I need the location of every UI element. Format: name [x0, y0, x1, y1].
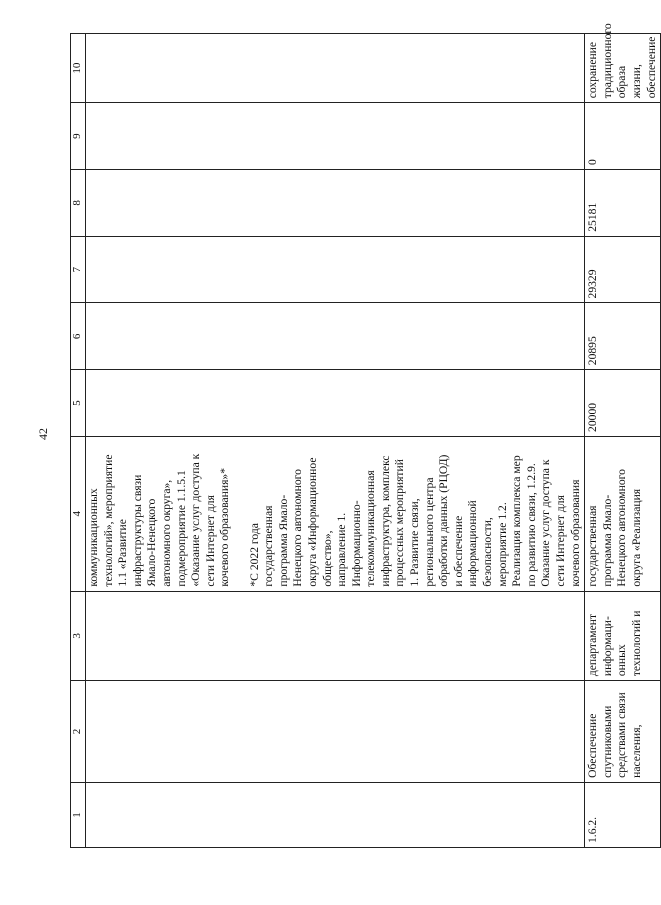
- value-cell: 29329: [585, 236, 661, 303]
- rotated-table-sheet: [70, 23, 658, 848]
- item-number-cell: 1.6.2.: [585, 782, 661, 847]
- col-header: 7: [71, 236, 86, 303]
- col-header: 6: [71, 303, 86, 370]
- table-cell: [86, 370, 585, 437]
- value-cell: 0: [585, 103, 661, 170]
- table-cell: [86, 236, 585, 303]
- col-header: 8: [71, 170, 86, 237]
- program-cell: государственная программа Ямало- Ненецкого автономного округа «Реализация: [585, 436, 661, 591]
- col-header: 2: [71, 681, 86, 783]
- value-cell: 25181: [585, 170, 661, 237]
- item-name-cell: Обеспечение спутниковыми средствами связи населения,: [585, 681, 661, 783]
- col-header: 5: [71, 370, 86, 437]
- table-cell: [86, 303, 585, 370]
- page-number: 42: [36, 428, 50, 440]
- responsible-cell: департамент информаци- онных технологий и: [585, 591, 661, 681]
- table-cell: [86, 591, 585, 681]
- value-cell: 20895: [585, 303, 661, 370]
- program-description-cell: коммуникационных технологий», мероприятие 1.1 «Развитие инфраструктуры связи Ямало-Ненецкого автономного округа», подмероприятие 1.1.5.1 «Оказание услуг доступа к сети Интернет для кочевого образования»* *С 2022 года государственная программа Ямало- Ненецкого автономного округа «Информационное общество», направление 1. Информационно- телекоммуникационная инфраструктура, комплекс процессных мероприятий 1. Развитие связи, регионального центра обработки данных (РЦОД) и обеспечение информационной безопасности, мероприятие 1.2. Реализация комплекса мер по развитию связи, 1.2.9. Оказание услуг доступа к сети Интернет для кочевого образования: [86, 436, 585, 591]
- table-cell: [86, 170, 585, 237]
- result-cell: сохранение традиционного образа жизни, обеспечение: [585, 34, 661, 103]
- table-cell: [86, 681, 585, 783]
- data-table: [70, 23, 661, 848]
- table-row: [585, 34, 661, 848]
- column-number-row: [71, 34, 86, 848]
- col-header: 10: [71, 34, 86, 103]
- col-header: 1: [71, 782, 86, 847]
- table-cell: [86, 34, 585, 103]
- table-cell: [86, 782, 585, 847]
- col-header: 3: [71, 591, 86, 681]
- col-header: 9: [71, 103, 86, 170]
- col-header: 4: [71, 436, 86, 591]
- table-cell: [86, 103, 585, 170]
- value-cell: 20000: [585, 370, 661, 437]
- table-row: [86, 34, 585, 848]
